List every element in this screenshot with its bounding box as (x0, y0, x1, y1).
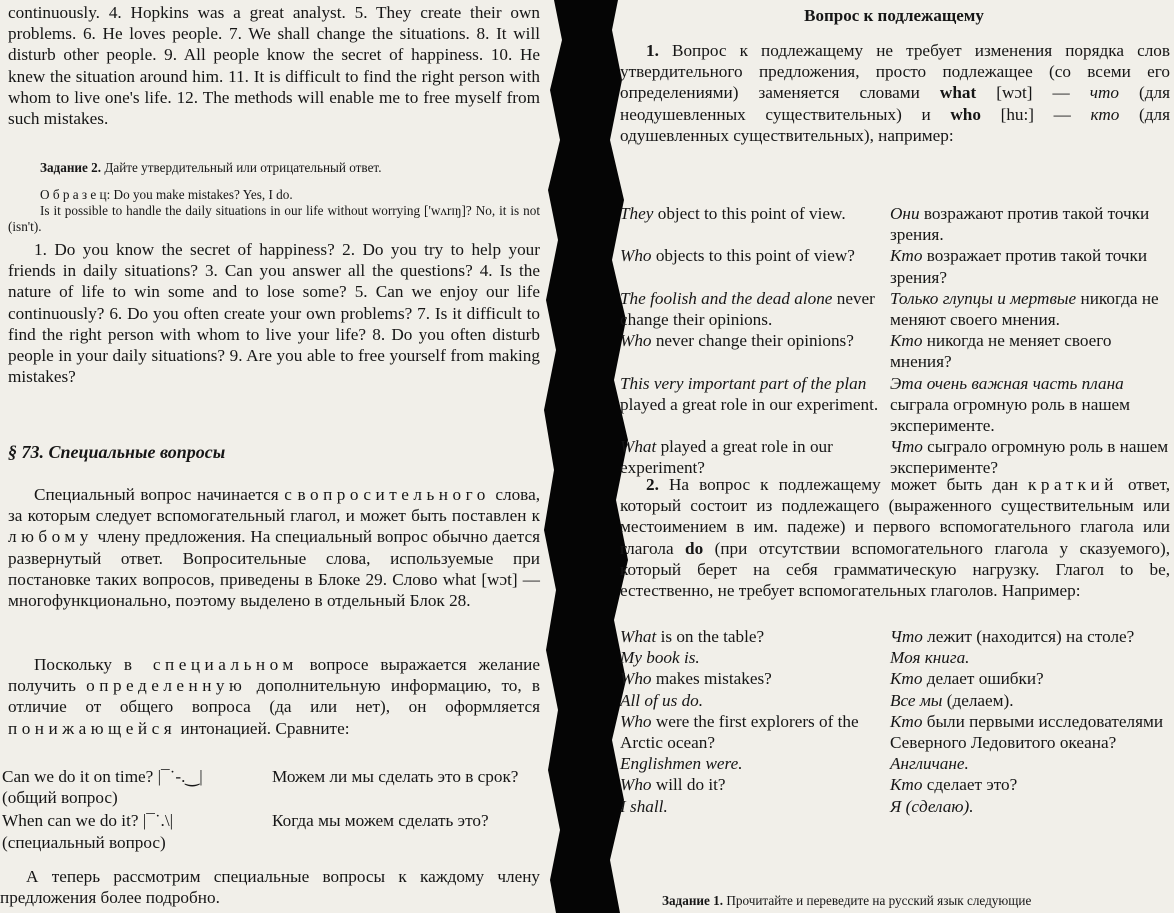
closing-paragraph: А теперь рассмотрим специальные вопросы к каждому члену предложения более подробно. (0, 867, 540, 908)
subsection-title: Вопрос к подлежащему (804, 6, 984, 25)
example-row: I shall. Я (сделаю). (620, 796, 974, 816)
task-2-sample: О б р а з е ц: Do you make mistakes? Yes, I do. Is it possible to handle the daily situations in our life without worrying ['wʌrɪŋ]? No, it is not (isn't). (8, 187, 540, 234)
example-row: Who will do it? Кто сделает это? (620, 775, 1018, 795)
examples-table-1 (620, 203, 1172, 479)
task-1-heading: Задание 1. Прочитайте и переведите на русский язык следующие (662, 893, 1032, 908)
examples-table-2 (620, 626, 1172, 817)
task-2-heading: Задание 2. Дайте утвердительный или отрицательный ответ. (40, 160, 382, 175)
page-gutter-shadow (540, 0, 630, 913)
example-row: The foolish and the dead alone never change their opinions. Только глупцы и мертвые никогда не меняют своего мнения. (620, 288, 1159, 330)
example-row: What is on the table? Что лежит (находится) на столе? (620, 627, 1135, 646)
exercise-sentences: continuously. 4. Hopkins was a great analyst. 5. They create their own problems. 6. He loves people. 7. We shall change the situations. 8. It will disturb other people. 9. All people know the secret of happiness. 10. He knew the situation around him. 11. It is difficult to find the right person with whom to live one's life. 12. The methods will enable me to free myself from such mistakes. (8, 3, 540, 129)
example-row: Who were the first explorers of the Arctic ocean? Кто были первыми исследователями Северного Ледовитого океана? (620, 711, 1164, 753)
example-row: This very important part of the plan played a great role in our experiment. Эта очень важная часть плана сыграла огромную роль в нашем эксперименте. (620, 373, 1131, 436)
comparison-table (2, 766, 540, 853)
paragraph-intonation: Поскольку в специальном вопросе выражается желание получить определенную дополнительную информацию, то, в отличие от общего вопроса (да или нет), он оформляется понижающейся интонацией. Сравните: (8, 655, 540, 738)
section-title: § 73. Специальные вопросы (8, 442, 226, 462)
example-row: Who never change their opinions? Кто никогда не меняет своего мнения? (620, 331, 1112, 372)
task-2-questions: 1. Do you know the secret of happiness? 2. Do you try to help your friends in daily situations? 3. Can you answer all the questions? 4. Is the nature of life to win some and to lose some? 5. Can we enjoy our life continuously? 6. Do you often create your own problems? 7. Is it difficult to find the right person with whom to live your life? 8. Do you often disturb people in your daily situations? 9. Are you able to free yourself from making mistakes? (8, 240, 540, 387)
paragraph-subject-question: 1. Вопрос к подлежащему не требует изменения порядка слов утвердительного предложения, просто подлежащее (со всеми его определениями) заменяется словами what [wɔt] — что (для неодушевленных существительных) и who [hu:] — кто (для одушевленных существительных), например: (620, 41, 1170, 145)
left-page (0, 0, 548, 913)
example-row: What played a great role in our experiment? Что сыграло огромную роль в нашем эксперименте? (620, 437, 1169, 478)
paragraph-short-answer: 2. На вопрос к подлежащему может быть дан краткий ответ, который состоит из подлежащего (выраженного существительным или местоимением в им. падеже) и первого вспомогательного глагола или глагола do (при отсутствии вспомогательного глагола у сказуемого), который берет на себя грамматическую нагрузку. Глагол to be, естественно, не требует вспомогательных глаголов. Например: (620, 475, 1170, 601)
example-row: Who objects to this point of view? Кто возражает против такой точки зрения? (620, 246, 1148, 287)
comparison-row: Can we do it on time? |¯˙-.‿| (общий вопрос) Можем ли мы сделать это в срок? (2, 767, 519, 808)
example-row: Who makes mistakes? Кто делает ошибки? (620, 669, 1044, 689)
right-page (618, 0, 1174, 913)
example-row: They object to this point of view. Они возражают против такой точки зрения. (620, 204, 1150, 245)
paragraph-special-question: Специальный вопрос начинается с вопросительного слова, за которым следует вспомогательный глагол, и может быть поставлен к любому члену предложения. На специальный вопрос обычно дается развернутый ответ. Вопросительные слова, используемые при постановке таких вопросов, приведены в Блоке 29. Слово what [wɔt] — многофункционально, поэтому выделено в отдельный Блок 28. (8, 485, 540, 611)
comparison-row: When can we do it? |¯˙.\| (специальный вопрос) Когда мы можем сделать это? (2, 811, 489, 852)
example-row: Englishmen were. Англичане. (620, 754, 969, 774)
example-row: My book is. Моя книга. (620, 648, 970, 668)
example-row: All of us do. Все мы (делаем). (620, 690, 1014, 710)
